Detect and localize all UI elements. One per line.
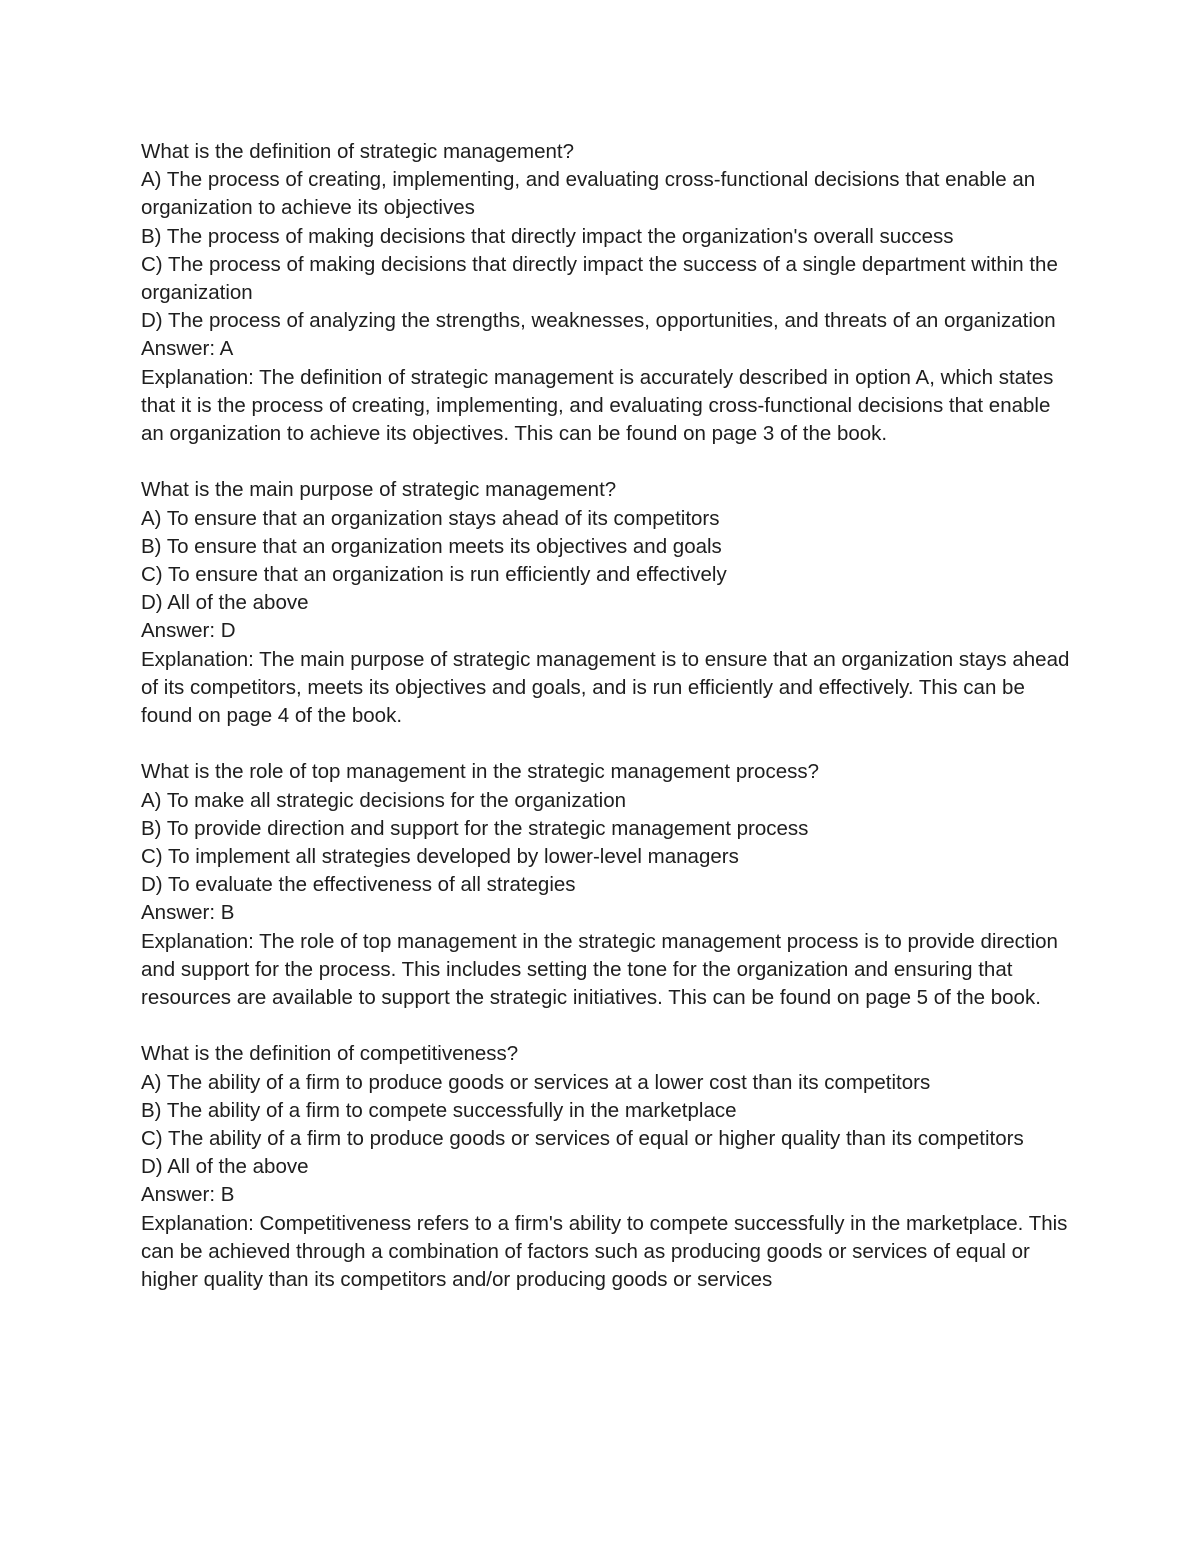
answer-text: Answer: D — [141, 619, 236, 643]
option-b: B) The ability of a firm to compete successfully in the marketplace — [141, 1098, 737, 1122]
question-block — [141, 758, 1071, 1012]
question-block — [141, 476, 1071, 730]
option-d: D) All of the above — [141, 1155, 309, 1179]
explanation-text: Explanation: The role of top management in the strategic management process is to provide direction and support for the process. This includes setting the tone for the organization and ensuring that resources are available to support the strategic initiatives. This can be found on page 5 of the book. — [141, 929, 1058, 1010]
option-b: B) To ensure that an organization meets its objectives and goals — [141, 534, 722, 558]
answer-text: Answer: B — [141, 901, 235, 925]
option-b: B) The process of making decisions that directly impact the organization's overall success — [141, 224, 954, 248]
question-block — [141, 138, 1071, 448]
explanation-text: Explanation: Competitiveness refers to a firm's ability to compete successfully in the marketplace. This can be achieved through a combination of factors such as producing goods or services of equal or higher quality than its competitors and/or producing goods or services — [141, 1211, 1068, 1292]
explanation-text: Explanation: The definition of strategic management is accurately described in option A, which states that it is the process of creating, implementing, and evaluating cross-functional decisions that enable an organization to achieve its objectives. This can be found on page 3 of the book. — [141, 365, 1054, 446]
option-d: D) To evaluate the effectiveness of all strategies — [141, 873, 576, 897]
option-d: D) All of the above — [141, 591, 309, 615]
question-text: What is the definition of strategic management? — [141, 140, 575, 163]
question-text: What is the definition of competitiveness? — [141, 1042, 519, 1066]
question-text: What is the role of top management in the strategic management process? — [141, 760, 820, 784]
answer-text: Answer: A — [141, 337, 234, 361]
option-a: A) To ensure that an organization stays ahead of its competitors — [141, 506, 720, 530]
option-a: A) The ability of a firm to produce goods or services at a lower cost than its competitors — [141, 1070, 931, 1094]
option-c: C) The process of making decisions that directly impact the success of a single department within the organization — [141, 252, 1058, 305]
question-text: What is the main purpose of strategic management? — [141, 478, 617, 502]
page-content — [141, 138, 1071, 1294]
question-block — [141, 1040, 1071, 1294]
option-b: B) To provide direction and support for the strategic management process — [141, 816, 809, 840]
option-a: A) To make all strategic decisions for the organization — [141, 788, 627, 812]
answer-text: Answer: B — [141, 1183, 235, 1207]
option-d: D) The process of analyzing the strengths, weaknesses, opportunities, and threats of an organization — [141, 309, 1056, 333]
option-c: C) To ensure that an organization is run efficiently and effectively — [141, 563, 727, 587]
explanation-text: Explanation: The main purpose of strategic management is to ensure that an organization stays ahead of its competitors, meets its objectives and goals, and is run efficiently and effectively. This can be found on page 4 of the book. — [141, 647, 1070, 728]
option-c: C) The ability of a firm to produce goods or services of equal or higher quality than its competitors — [141, 1127, 1024, 1151]
option-a: A) The process of creating, implementing, and evaluating cross-functional decisions that enable an organization to achieve its objectives — [141, 168, 1036, 220]
option-c: C) To implement all strategies developed by lower-level managers — [141, 845, 739, 869]
